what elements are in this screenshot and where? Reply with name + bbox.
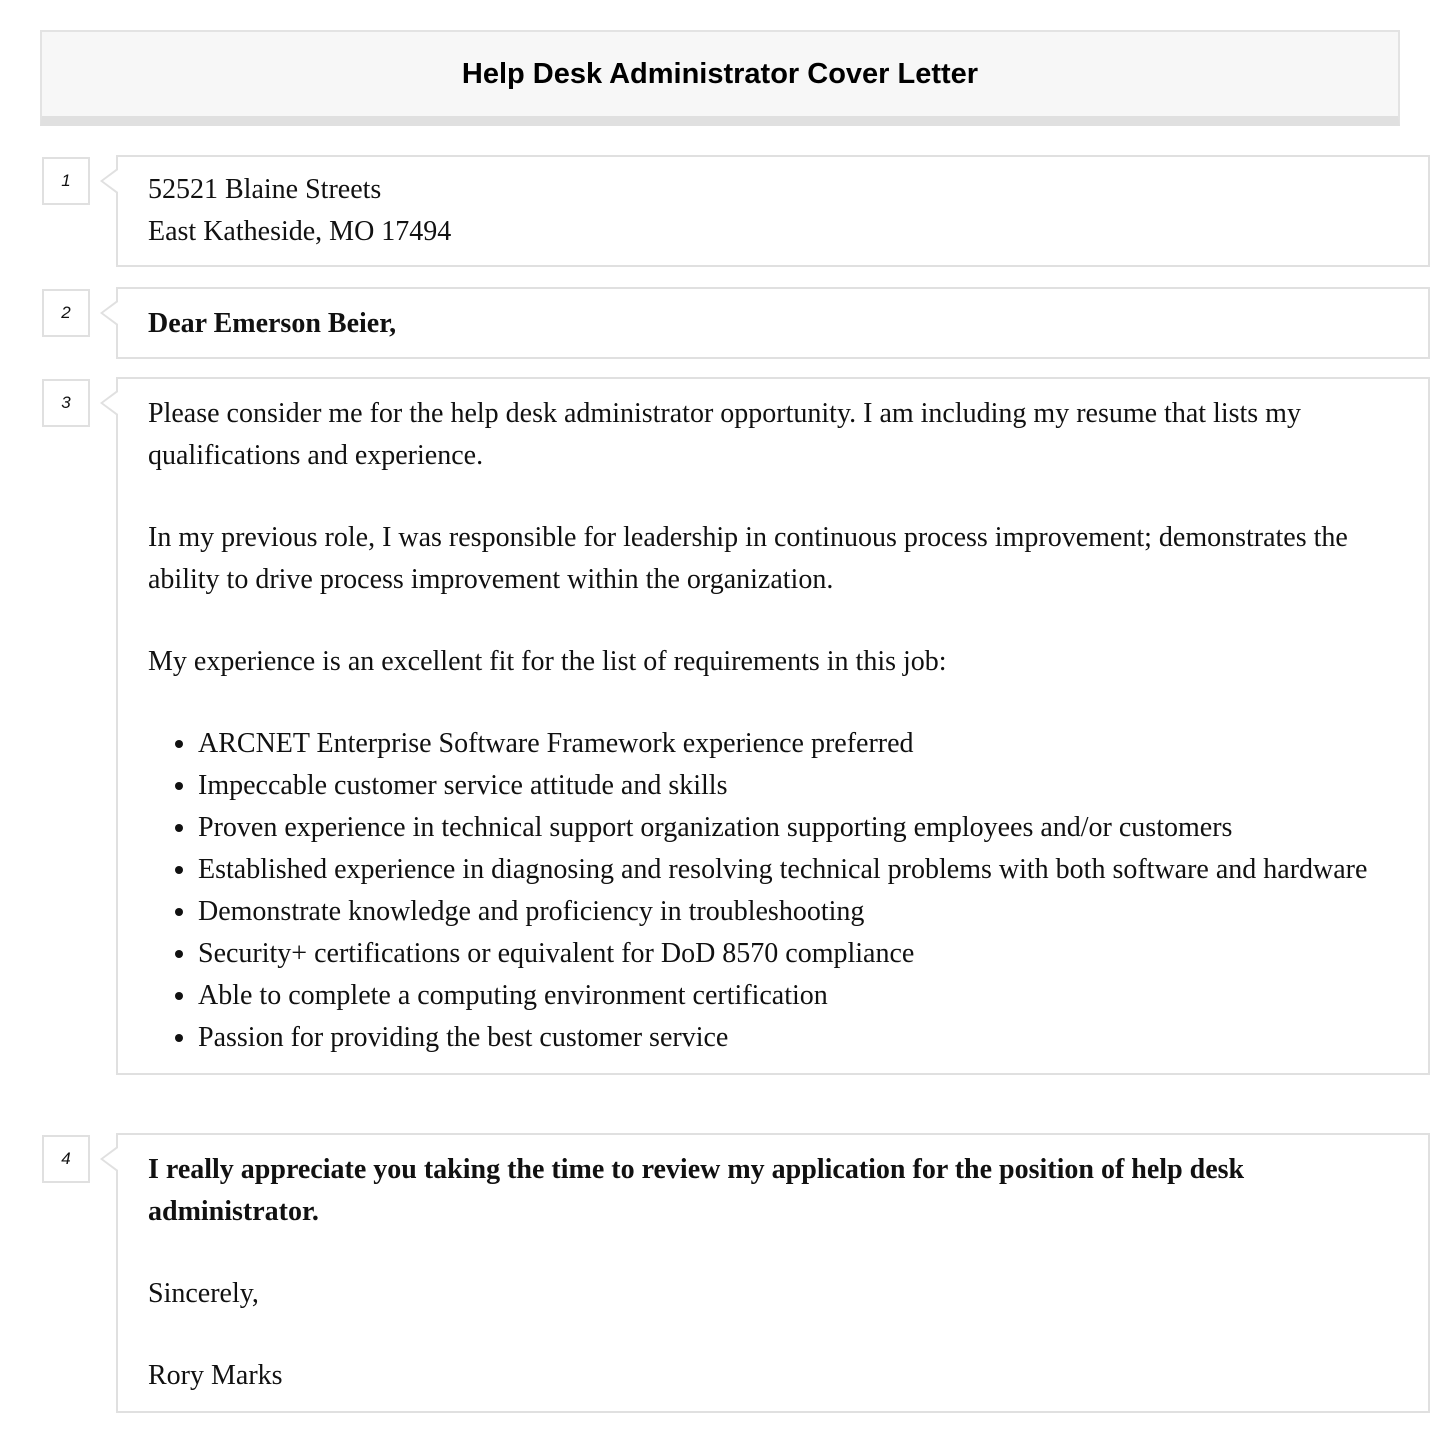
body-card <box>116 377 1430 1075</box>
list-item: • Passion for providing the best customer service <box>198 1017 1398 1059</box>
address-line: 52521 Blaine Streets <box>148 174 382 205</box>
paragraph: In my previous role, I was responsible for leadership in continuous process improvement; demonstrates the ability to drive process improvement within the organization. <box>148 522 1348 595</box>
signer-name: Rory Marks <box>148 1360 283 1391</box>
section-number: 4 <box>42 1135 90 1183</box>
greeting: Dear Emerson Beier, <box>148 308 397 339</box>
section-number: 2 <box>42 289 90 337</box>
page-header <box>40 30 1400 126</box>
list-item: • Security+ certifications or equivalent for DoD 8570 compliance <box>198 933 1398 975</box>
section-number: 3 <box>42 379 90 427</box>
greeting-card <box>116 287 1430 359</box>
signoff: Sincerely, <box>148 1278 259 1309</box>
requirements-list <box>148 723 1398 1059</box>
address-card <box>116 155 1430 267</box>
list-item: • ARCNET Enterprise Software Framework experience preferred <box>198 723 1398 765</box>
section-number: 1 <box>42 157 90 205</box>
closing-statement: I really appreciate you taking the time to review my application for the position of help desk administrator. <box>148 1154 1245 1227</box>
list-item: • Able to complete a computing environment certification <box>198 975 1398 1017</box>
page-title: Help Desk Administrator Cover Letter <box>461 57 979 90</box>
address-line: East Katheside, MO 17494 <box>148 216 452 247</box>
list-item: • Impeccable customer service attitude and skills <box>198 765 1398 807</box>
list-item: • Demonstrate knowledge and proficiency in troubleshooting <box>198 891 1398 933</box>
list-item: • Established experience in diagnosing and resolving technical problems with both software and hardware <box>198 849 1398 891</box>
paragraph: Please consider me for the help desk administrator opportunity. I am including my resume that lists my qualifications and experience. <box>148 398 1301 471</box>
list-item: • Proven experience in technical support organization supporting employees and/or customers <box>198 807 1398 849</box>
closing-card <box>116 1133 1430 1413</box>
paragraph: My experience is an excellent fit for the list of requirements in this job: <box>148 646 947 677</box>
